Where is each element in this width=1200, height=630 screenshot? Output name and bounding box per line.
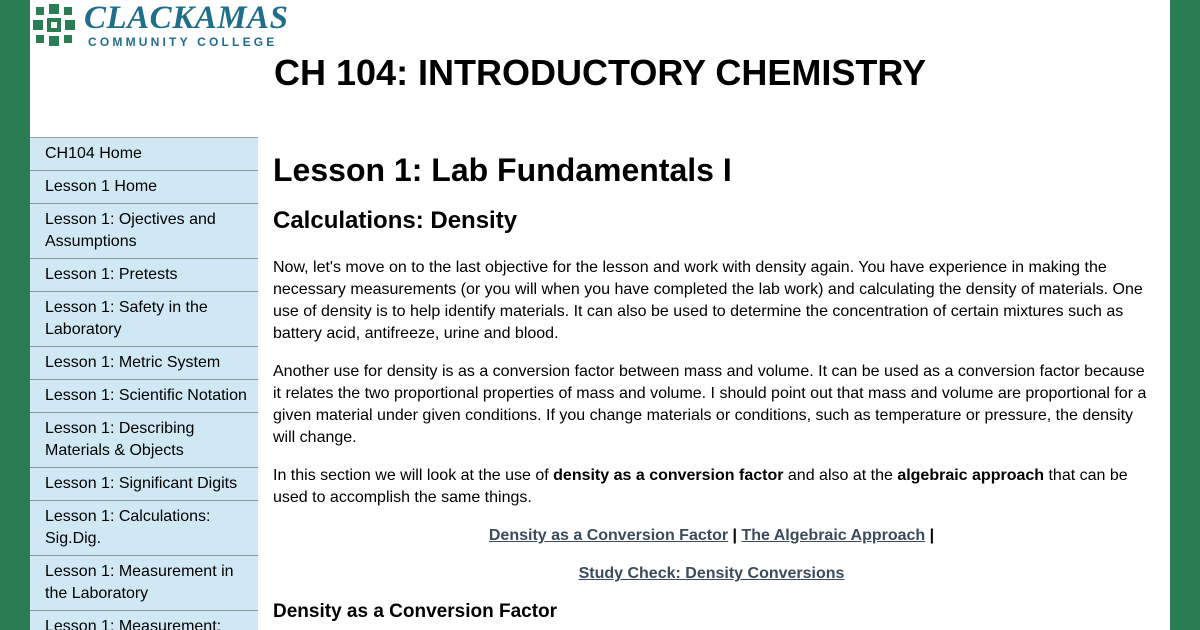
sidebar-item-metric-system[interactable]: Lesson 1: Metric System <box>30 347 258 380</box>
page <box>30 0 1170 630</box>
college-logo-icon <box>32 3 76 47</box>
link-separator-2: | <box>929 527 935 544</box>
subheading-density-conversion: Density as a Conversion Factor <box>273 601 558 622</box>
link-algebraic-approach[interactable]: The Algebraic Approach <box>741 527 926 544</box>
sidebar-item-significant-digits[interactable]: Lesson 1: Significant Digits <box>30 468 258 501</box>
sidebar-item-safety[interactable]: Lesson 1: Safety in the Laboratory <box>30 292 258 347</box>
sidebar-item-measurement-lab[interactable]: Lesson 1: Measurement in the Laboratory <box>30 556 258 611</box>
paragraph-3-text-a: In this section we will look at the use of <box>273 467 554 484</box>
sidebar-item-scientific-notation[interactable]: Lesson 1: Scientific Notation <box>30 380 258 413</box>
study-check-links <box>273 563 1150 585</box>
lesson-title: Lesson 1: Lab Fundamentals I <box>273 152 732 188</box>
sidebar-item-ch104-home[interactable]: CH104 Home <box>30 138 258 171</box>
sidebar-item-lesson1-home[interactable]: Lesson 1 Home <box>30 171 258 204</box>
paragraph-1: Now, let's move on to the last objective for the lesson and work with density again. You have experience in making the necessary measurements (or you will when you have completed the lab work) and calculating the density of materials. One use of density is to help identify materials. It can also be used to determine the concentration of certain mixtures such as battery acid, antifreeze, urine and blood. <box>273 259 1143 342</box>
college-logo[interactable] <box>32 2 304 48</box>
logo-subtitle: COMMUNITY COLLEGE <box>88 35 278 49</box>
paragraph-3-bold-a: density as a conversion factor <box>553 467 784 484</box>
sidebar-item-objectives[interactable]: Lesson 1: Ojectives and Assumptions <box>30 204 258 259</box>
sidebar-item-calculations-sigdig[interactable]: Lesson 1: Calculations: Sig.Dig. <box>30 501 258 556</box>
link-separator-1: | <box>732 527 737 544</box>
main-content <box>273 146 1150 623</box>
sidebar-item-pretests[interactable]: Lesson 1: Pretests <box>30 259 258 292</box>
section-title: Calculations: Density <box>273 207 518 234</box>
paragraph-3-text-c: that can be used to accomplish the same things. <box>273 467 1128 506</box>
section-links <box>273 525 1150 547</box>
paragraph-3 <box>273 465 1150 509</box>
sidebar-item-describing-materials[interactable]: Lesson 1: Describing Materials & Objects <box>30 413 258 468</box>
sidebar-nav <box>30 137 258 630</box>
link-density-conversion-factor[interactable]: Density as a Conversion Factor <box>488 527 729 544</box>
course-title: CH 104: INTRODUCTORY CHEMISTRY <box>274 52 927 93</box>
logo-name: CLACKAMAS <box>84 0 289 36</box>
paragraph-3-text-b: and also at the <box>783 467 898 484</box>
sidebar-item-measurement[interactable]: Lesson 1: Measurement: <box>30 611 258 630</box>
paragraph-3-bold-b: algebraic approach <box>897 467 1045 484</box>
link-study-check[interactable]: Study Check: Density Conversions <box>578 565 845 582</box>
paragraph-2: Another use for density is as a conversion factor between mass and volume. It can be used as a conversion factor because it relates the two proportional properties of mass and volume. I should point out that mass and volume are proportional for a given material under given conditions. If you change materials or conditions, such as temperature or pressure, the density will change. <box>273 363 1147 446</box>
